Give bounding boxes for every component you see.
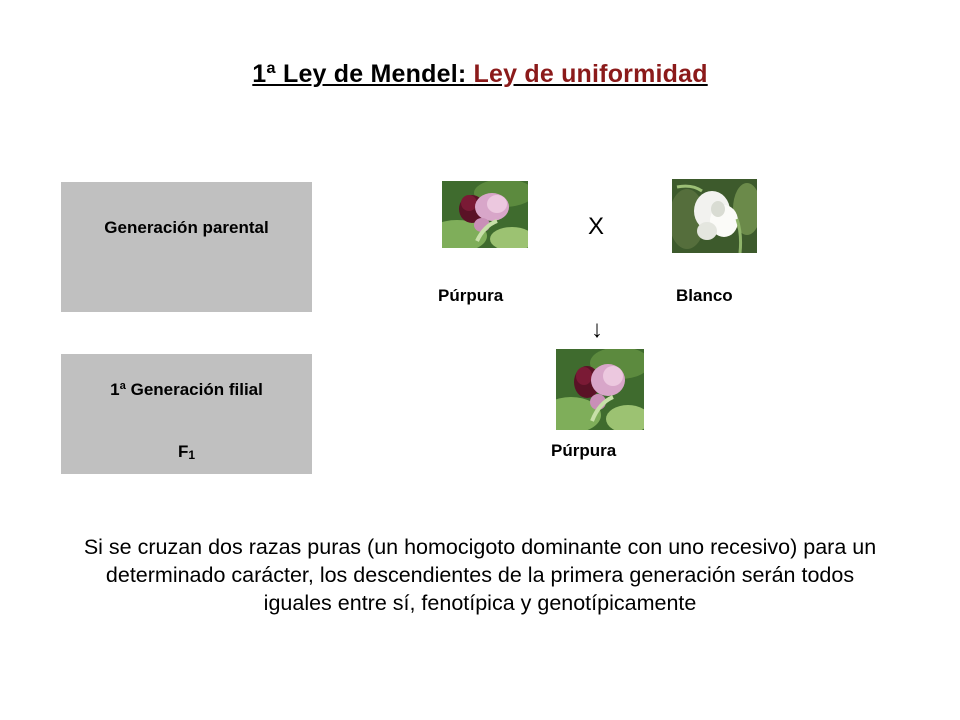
f1-symbol: $F_1$ bbox=[177, 442, 196, 462]
title-accent: Ley de uniformidad bbox=[473, 60, 708, 88]
purple-flower-offspring-image bbox=[556, 349, 644, 430]
down-arrow-icon: ↓ bbox=[591, 316, 603, 343]
cross-symbol: X bbox=[588, 213, 605, 240]
parent-purple-caption: Púrpura bbox=[438, 286, 504, 305]
white-flower-parent-image bbox=[672, 179, 757, 253]
slide-title bbox=[0, 60, 960, 89]
f1-subscript: 1 bbox=[188, 448, 196, 462]
offspring-purple-caption: Púrpura bbox=[551, 441, 617, 460]
purple-flower-parent-image bbox=[442, 181, 528, 248]
filial-generation-box bbox=[61, 354, 312, 474]
law-description: Si se cruzan dos razas puras (un homocigoto dominante con uno recesivo) para un determinado carácter, los descendientes de la primera generación serán todos iguales entre sí, fenotípica y genotípicamente bbox=[83, 535, 877, 615]
parental-generation-box bbox=[61, 182, 312, 312]
title-prefix: 1ª Ley de Mendel: bbox=[252, 60, 474, 88]
filial-generation-label: 1ª Generación filial bbox=[110, 380, 263, 399]
parent-white-caption: Blanco bbox=[676, 286, 733, 305]
parental-generation-label: Generación parental bbox=[104, 218, 269, 237]
